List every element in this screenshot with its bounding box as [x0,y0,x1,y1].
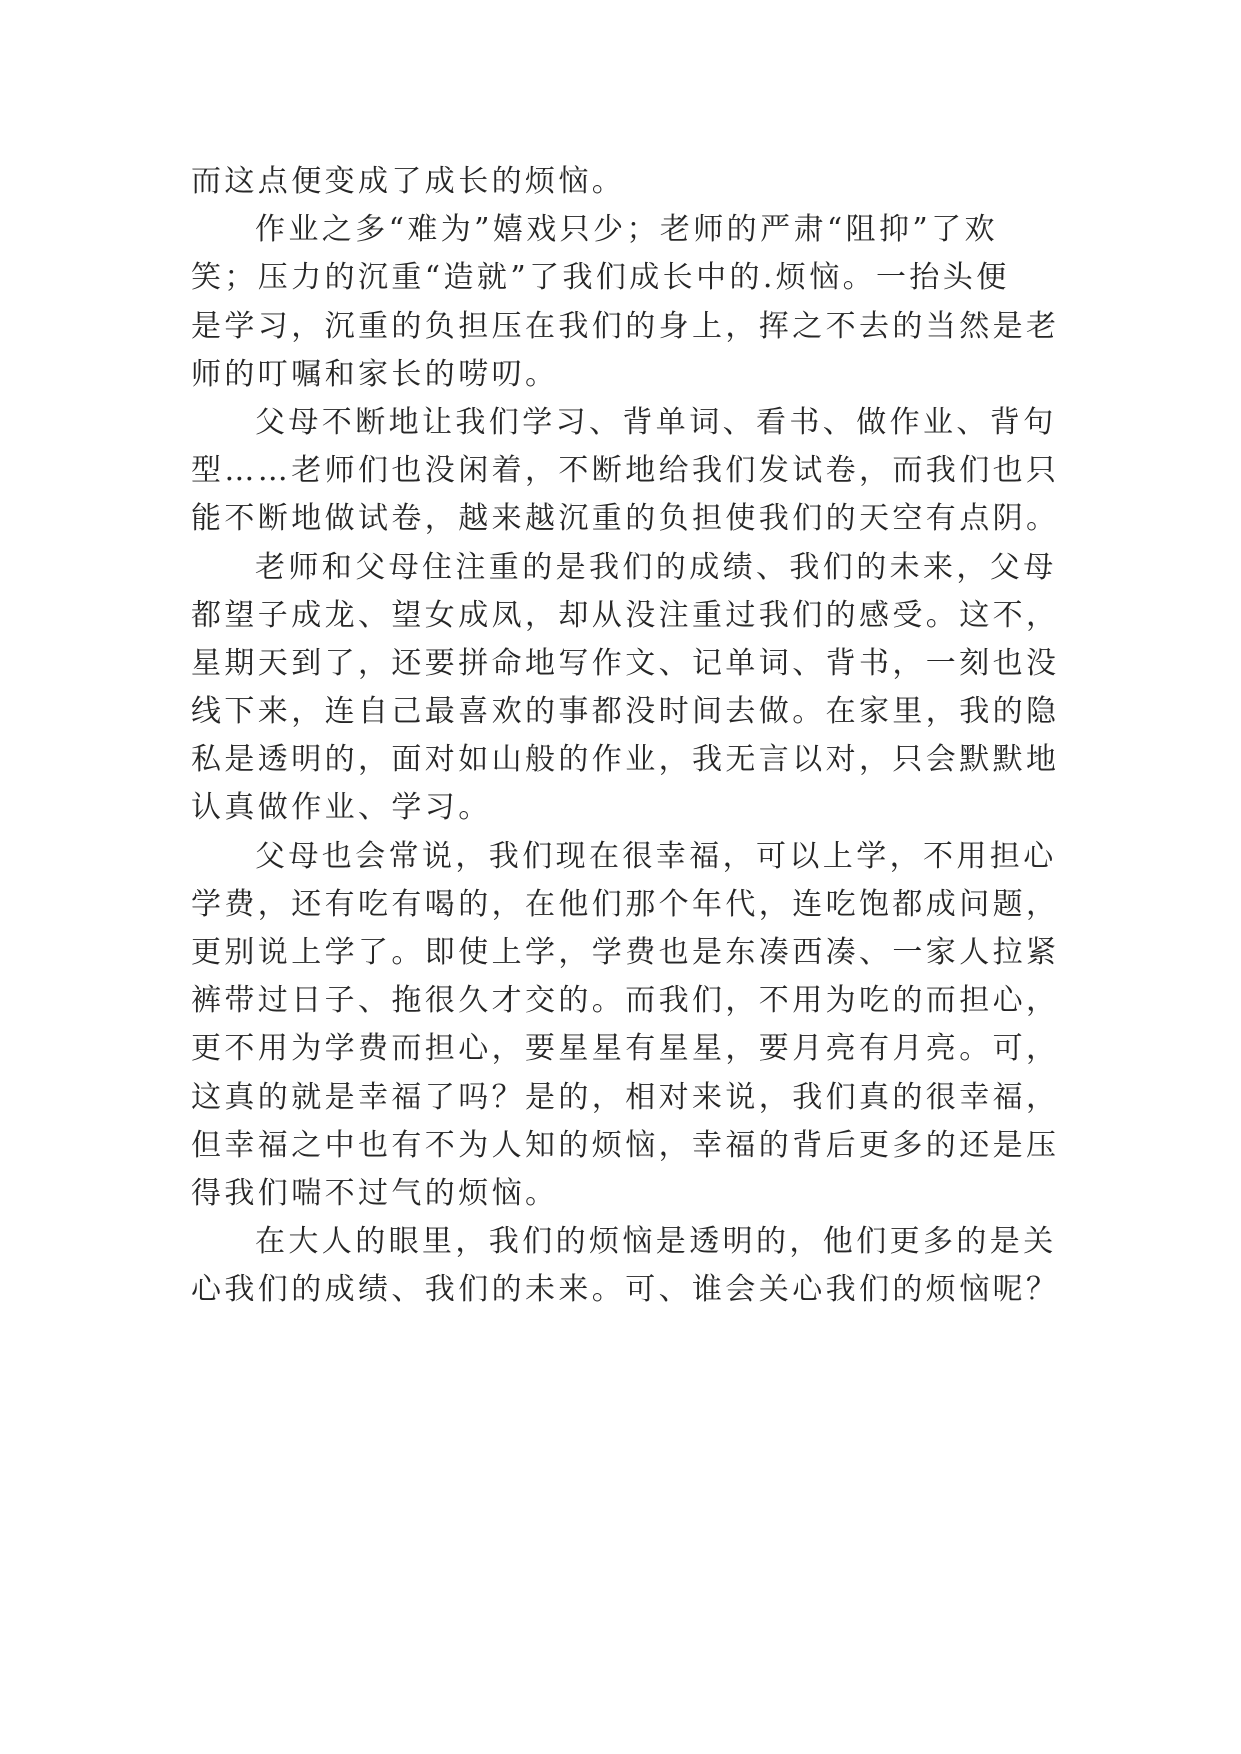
paragraph-first-line: 父母也会常说，我们现在很幸福，可以上学，不用担心 [255,838,1057,874]
text-line: 都望子成龙、望女成凤，却从没注重过我们的感受。这不， [191,597,1060,633]
paragraph-first-line: 父母不断地让我们学习、背单词、看书、做作业、背句 [255,404,1057,440]
text-line: 是学习，沉重的负担压在我们的身上，挥之不去的当然是老 [191,308,1060,344]
text-line: 星期天到了，还要拼命地写作文、记单词、背书，一刻也没 [191,645,1060,681]
text-line: 能不断地做试卷，越来越沉重的负担使我们的天空有点阴。 [191,501,1060,537]
text-line: 认真做作业、学习。 [191,790,492,826]
text-line: 心我们的成绩、我们的未来。可、谁会关心我们的烦恼呢？ [191,1272,1060,1308]
text-line: 私是透明的，面对如山般的作业，我无言以对，只会默默地 [191,742,1060,778]
text-line: 得我们喘不过气的烦恼。 [191,1175,559,1211]
text-line: 笑；压力的沉重“造就”了我们成长中的.烦恼。一抬头便 [191,260,1010,296]
text-line: 裤带过日子、拖很久才交的。而我们，不用为吃的而担心， [191,983,1060,1019]
text-line: 型……老师们也没闲着，不断地给我们发试卷，而我们也只 [191,453,1060,489]
essay-body [191,158,1060,1315]
text-line: 线下来，连自己最喜欢的事都没时间去做。在家里，我的隐 [191,694,1060,730]
text-line: 更别说上学了。即使上学，学费也是东凑西凑、一家人拉紧 [191,935,1060,970]
text-line: 学费，还有吃有喝的，在他们那个年代，连吃饱都成问题， [191,886,1060,922]
text-line: 更不用为学费而担心，要星星有星星，要月亮有月亮。可， [191,1031,1060,1067]
text-line: 而这点便变成了成长的烦恼。 [191,164,626,199]
paragraph-first-line: 在大人的眼里，我们的烦恼是透明的，他们更多的是关 [255,1224,1057,1260]
paragraph-first-line: 老师和父母住注重的是我们的成绩、我们的未来，父母 [255,549,1057,585]
text-line: 师的叮嘱和家长的唠叨。 [191,356,559,392]
paragraph-first-line: 作业之多“难为”嬉戏只少；老师的严肃“阻抑”了欢 [255,212,998,248]
text-line: 但幸福之中也有不为人知的烦恼，幸福的背后更多的还是压 [191,1127,1060,1163]
text-line: 这真的就是幸福了吗？是的，相对来说，我们真的很幸福， [191,1079,1060,1115]
